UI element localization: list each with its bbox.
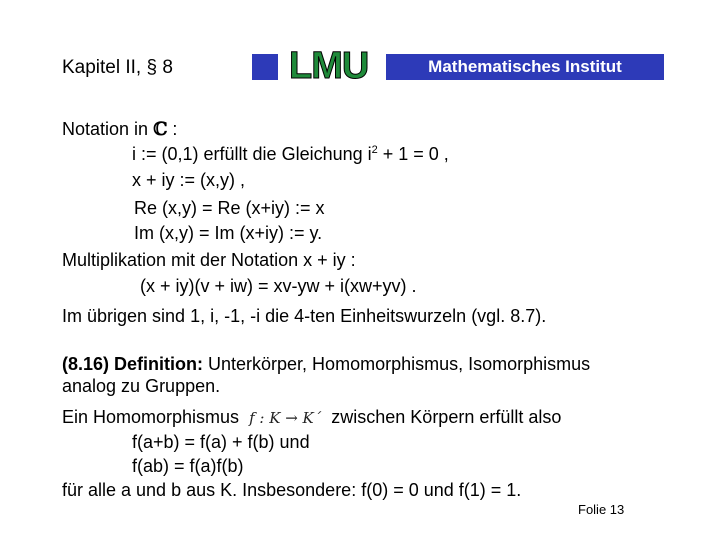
multiplication-formula: (x + iy)(v + iw) = xv-yw + i(xw+yv) . [140,276,417,296]
roots-of-unity-text: Im übrigen sind 1, i, -1, -i die 4-ten Einheitswurzeln (vgl. 8.7). [62,306,547,326]
lmu-logo: LMU [289,45,369,87]
additivity-property: f(a+b) = f(a) + f(b) und [132,432,310,452]
logo-square [252,54,278,80]
i-definition [132,144,449,164]
i-def-exponent: 2 [371,144,378,156]
notation-prefix: Notation in [62,119,154,139]
xiy-definition: x + iy := (x,y) , [132,170,246,190]
definition-line [62,354,590,374]
homomorphism-line [62,407,561,428]
homomorphism-suffix: zwischen Körpern erfüllt also [331,407,562,427]
homomorphism-map: f : K → K´ [249,409,322,427]
definition-label: (8.16) Definition: [62,354,204,374]
complex-symbol: ℂ [153,119,168,140]
homomorphism-conclusion: für alle a und b aus K. Insbesondere: f(0) = 0 und f(1) = 1. [62,480,522,500]
multiplicativity-property: f(ab) = f(a)f(b) [132,456,244,476]
notation-suffix: : [167,119,178,139]
definition-line-2: analog zu Gruppen. [62,376,221,396]
notation-line [62,119,177,140]
multiplication-heading: Multiplikation mit der Notation x + iy : [62,250,356,270]
chapter-title: Kapitel II, § 8 [62,57,173,78]
re-definition: Re (x,y) = Re (x+iy) := x [134,198,325,218]
i-def-suffix: + 1 = 0 , [377,144,449,164]
homomorphism-prefix: Ein Homomorphismus [62,407,240,427]
slide-number: Folie 13 [578,502,625,517]
definition-text: Unterkörper, Homomorphismus, Isomorphismus [203,354,591,374]
i-def-prefix: i := (0,1) erfüllt die Gleichung i [132,144,372,164]
institute-banner: Mathematisches Institut [386,54,664,80]
im-definition: Im (x,y) = Im (x+iy) := y. [134,223,323,243]
